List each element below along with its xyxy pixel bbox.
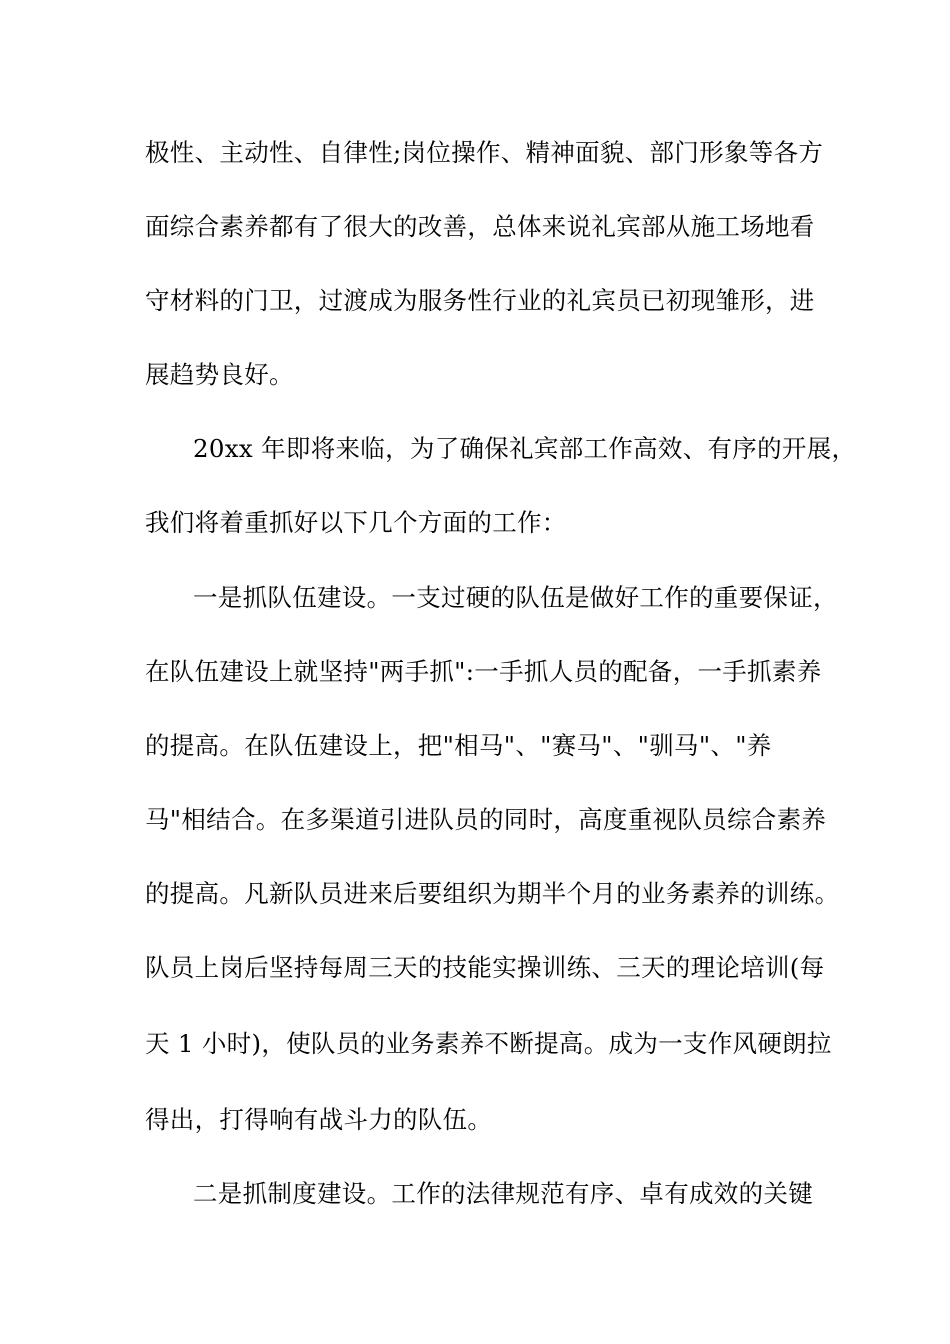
- paragraph-first-line: 二是抓制度建设。工作的法律规范有序、卓有成效的关键: [193, 1179, 813, 1208]
- paragraph-first-line: 一是抓队伍建设。一支过硬的队伍是做好工作的重要保证，: [193, 583, 838, 612]
- text-line: 的提高。凡新队员进来后要组织为期半个月的业务素养的训练。: [145, 879, 840, 908]
- paragraph-first-line: 20xx 年即将来临，为了确保礼宾部工作高效、有序的开展，: [193, 434, 857, 463]
- text-line: 我们将着重抓好以下几个方面的工作：: [145, 508, 567, 537]
- text-line: 马"相结合。在多渠道引进队员的同时，高度重视队员综合素养: [145, 805, 827, 834]
- text-line: 得出，打得响有战斗力的队伍。: [145, 1105, 493, 1134]
- text-line: 天 1 小时)，使队员的业务素养不断提高。成为一支作风硬朗拉: [145, 1029, 832, 1058]
- text-line: 队员上岗后坚持每周三天的技能实操训练、三天的理论培训(每: [145, 953, 825, 982]
- text-line: 守材料的门卫，过渡成为服务性行业的礼宾员已初现雏形，进: [145, 286, 815, 315]
- text-line: 面综合素养都有了很大的改善，总体来说礼宾部从施工场地看: [145, 212, 815, 241]
- text-line: 在队伍建设上就坚持"两手抓":一手抓人员的配备，一手抓素养: [145, 657, 822, 686]
- text-line: 的提高。在队伍建设上，把"相马"、"赛马"、"驯马"、"养: [145, 731, 772, 760]
- text-line: 展趋势良好。: [145, 360, 294, 389]
- text-line: 极性、主动性、自律性;岗位操作、精神面貌、部门形象等各方: [145, 138, 824, 167]
